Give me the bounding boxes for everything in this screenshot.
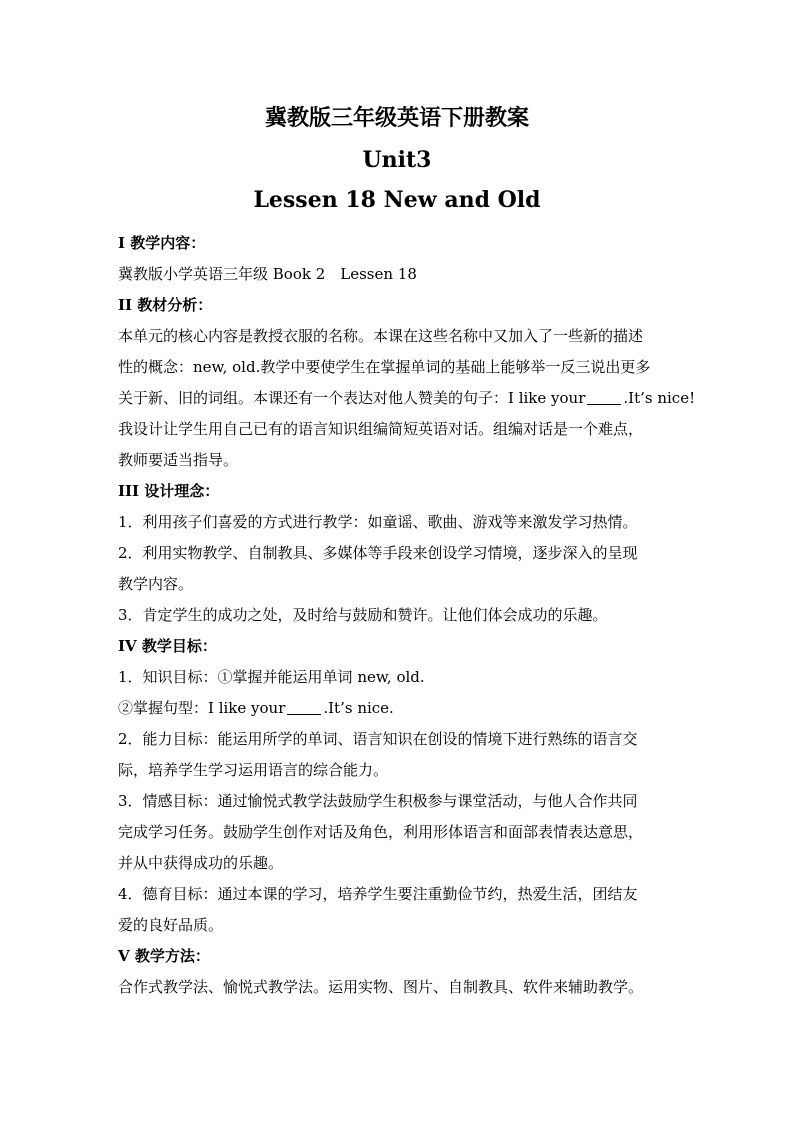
paragraph-line: 完成学习任务。鼓励学生创作对话及角色，利用形体语言和面部表情表达意思， xyxy=(118,823,644,841)
paragraph-line: 2．利用实物教学、自制教具、多媒体等手段来创设学习情境，逐步深入的呈现 xyxy=(118,544,638,562)
paragraph-line: 我设计让学生用自己已有的语言知识组编简短英语对话。组编对话是一个难点， xyxy=(118,420,644,438)
paragraph-line: 本单元的核心内容是教授衣服的名称。本课在这些名称中又加入了一些新的描述 xyxy=(118,327,644,345)
section-heading-teaching-goals: IV 教学目标： xyxy=(118,637,217,655)
unit-title: Unit3 xyxy=(362,147,432,173)
paragraph-line: 并从中获得成功的乐趣。 xyxy=(118,854,284,872)
fill-in-blank xyxy=(287,700,321,715)
section-heading-material-analysis: II 教材分析： xyxy=(118,296,213,314)
paragraph-line: 教学内容。 xyxy=(118,575,194,593)
sentence-text: .It’s nice. xyxy=(323,699,394,717)
sentence-text: ②掌握句型：I like your xyxy=(118,699,286,717)
document-body xyxy=(118,228,696,1003)
paragraph-line: 合作式教学法、愉悦式教学法。运用实物、图片、自制教具、软件来辅助教学。 xyxy=(118,978,644,996)
document-title: 冀教版三年级英语下册教案 xyxy=(264,105,529,131)
paragraph-line: 际，培养学生学习运用语言的综合能力。 xyxy=(118,761,389,779)
paragraph-line: 冀教版小学英语三年级 Book 2 Lessen 18 xyxy=(118,265,417,283)
sentence-text: 关于新、旧的词组。本课还有一个表达对他人赞美的句子：I like your xyxy=(118,389,586,407)
section-heading-teaching-content: I 教学内容： xyxy=(118,234,206,252)
paragraph-line: 4．德育目标：通过本课的学习，培养学生要注重勤俭节约，热爱生活，团结友 xyxy=(118,885,638,903)
sentence-text: .It’s nice! xyxy=(623,389,696,407)
paragraph-line: 1．利用孩子们喜爱的方式进行教学：如童谣、歌曲、游戏等来激发学习热情。 xyxy=(118,513,638,531)
paragraph-line: 性的概念：new, old.教学中要使学生在掌握单词的基础上能够举一反三说出更多 xyxy=(118,358,651,376)
paragraph-line: 2．能力目标：能运用所学的单词、语言知识在创设的情境下进行熟练的语言交 xyxy=(118,730,638,748)
paragraph-line: 1．知识目标：①掌握并能运用单词 new, old. xyxy=(118,668,425,686)
paragraph-line: 3．情感目标：通过愉悦式教学法鼓励学生积极参与课堂活动，与他人合作共同 xyxy=(118,792,638,810)
paragraph-line xyxy=(118,383,696,414)
paragraph-line: 教师要适当指导。 xyxy=(118,451,239,469)
paragraph-line xyxy=(118,693,678,724)
fill-in-blank xyxy=(587,390,621,405)
section-heading-teaching-methods: V 教学方法： xyxy=(118,947,210,965)
paragraph-line: 爱的良好品质。 xyxy=(118,916,224,934)
lesson-title: Lessen 18 New and Old xyxy=(253,187,541,213)
paragraph-line: 3．肯定学生的成功之处，及时给与鼓励和赞许。让他们体会成功的乐趣。 xyxy=(118,606,608,624)
section-heading-design-concept: III 设计理念： xyxy=(118,482,220,500)
